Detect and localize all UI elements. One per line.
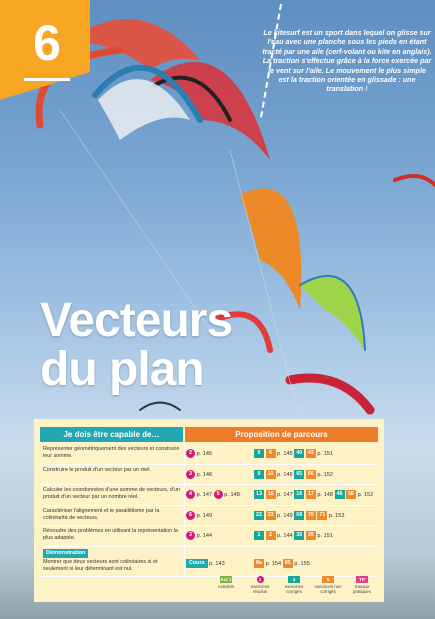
objective-label: Représenter géométriquement des vecteurs et construire leur somme. bbox=[43, 446, 180, 459]
exercise-corrected-badge[interactable]: 9 bbox=[254, 470, 264, 479]
page-reference: p. 147 bbox=[196, 491, 213, 498]
exercise-resolved-badge[interactable]: 6 bbox=[186, 511, 195, 520]
page-reference: p. 144 bbox=[277, 532, 293, 539]
legend-label: exercices résolus bbox=[250, 584, 270, 594]
exercise-corrected-badge[interactable]: 48 bbox=[336, 491, 343, 497]
page-reference: p. 149 bbox=[277, 512, 293, 519]
panel-header-paths: Proposition de parcours bbox=[185, 427, 378, 442]
page-reference: p. 151 bbox=[317, 450, 333, 457]
exercise-corrected-badge[interactable]: 40 bbox=[296, 450, 303, 456]
exercise-uncorrected-badge[interactable]: 39 bbox=[307, 532, 314, 538]
objective-row bbox=[40, 485, 378, 506]
exercise-resolved-badge[interactable]: 5 bbox=[214, 490, 223, 499]
page-reference: p. 153 bbox=[328, 512, 345, 519]
exercise-uncorrected-badge[interactable]: 2 bbox=[266, 531, 276, 540]
legend-badge: 4 bbox=[288, 576, 300, 583]
legend-item bbox=[346, 576, 378, 594]
page-reference: p. 152 bbox=[317, 471, 333, 478]
legend-item bbox=[278, 576, 310, 594]
exercise-uncorrected-badge[interactable]: 16 bbox=[267, 491, 274, 497]
lesson-reference bbox=[186, 559, 225, 568]
exercise-uncorrected-badge[interactable]: 70 bbox=[307, 511, 314, 518]
page-reference: p. 143 bbox=[209, 560, 225, 567]
legend-label: Activités bbox=[217, 584, 235, 589]
exercise-resolved-badge[interactable]: 4 bbox=[186, 490, 195, 499]
page-reference: p. 148 bbox=[224, 491, 240, 498]
objective-row bbox=[40, 465, 378, 486]
page-reference: p. 154 bbox=[265, 560, 282, 567]
page-reference: p. 149 bbox=[196, 512, 213, 519]
title-line-1: Vecteurs bbox=[40, 294, 233, 347]
legend-badge: TP bbox=[356, 576, 368, 583]
objective-label: Résoudre des problèmes en utilisant la représentation la plus adaptée. bbox=[43, 528, 178, 541]
exercise-uncorrected-badge[interactable]: 6 bbox=[266, 449, 276, 458]
demonstration-tag: Démonstration bbox=[43, 549, 88, 558]
objective-row bbox=[40, 444, 378, 465]
legend-label: exercices non corrigés bbox=[314, 584, 342, 594]
chapter-number: 6 bbox=[33, 15, 61, 71]
chapter-underline bbox=[24, 78, 70, 81]
page-reference: p. 147 bbox=[277, 491, 293, 498]
legend-badge: Act 1 bbox=[220, 577, 232, 582]
exercise-uncorrected-badge[interactable]: 8a bbox=[256, 559, 262, 566]
lesson-reference bbox=[186, 531, 212, 540]
exercise-uncorrected-badge[interactable]: 43 bbox=[307, 450, 314, 456]
exercise-resolved-badge[interactable]: 3 bbox=[186, 470, 195, 479]
objective-text bbox=[43, 528, 183, 542]
exercise-resolved-badge[interactable]: 2 bbox=[186, 449, 195, 458]
exercise-path bbox=[254, 470, 333, 479]
objective-text bbox=[43, 508, 183, 522]
exercise-corrected-badge[interactable]: 5 bbox=[254, 449, 264, 458]
objectives-panel bbox=[34, 419, 384, 602]
page-reference: p. 151 bbox=[317, 532, 333, 539]
exercise-path bbox=[254, 490, 373, 499]
exercise-uncorrected-badge[interactable]: 10 bbox=[267, 470, 274, 477]
exercise-corrected-badge[interactable]: 1 bbox=[254, 531, 264, 540]
lesson-reference bbox=[186, 470, 212, 479]
exercise-uncorrected-badge[interactable]: 66 bbox=[307, 470, 314, 477]
panel-header-skills: Je dois être capable de… bbox=[40, 427, 183, 442]
exercise-corrected-badge[interactable]: 68 bbox=[296, 511, 303, 518]
exercise-path bbox=[254, 449, 333, 458]
objective-row bbox=[40, 506, 378, 527]
page-reference: p. 145 bbox=[196, 450, 213, 457]
cours-badge[interactable]: Cours bbox=[186, 559, 208, 568]
objective-text bbox=[43, 467, 183, 474]
objectives-rows bbox=[40, 444, 378, 577]
legend bbox=[210, 576, 380, 598]
title-line-2: du plan bbox=[40, 343, 204, 396]
legend-item bbox=[210, 576, 242, 589]
lesson-reference bbox=[186, 490, 240, 499]
page-reference: p. 152 bbox=[357, 491, 374, 498]
objective-row bbox=[40, 526, 378, 547]
exercise-uncorrected-badge[interactable]: 17 bbox=[307, 491, 314, 497]
legend-label: travaux pratiques bbox=[352, 584, 372, 594]
intro-text: Le kitesurf est un sport dans lequel on glisse sur l'eau avec une planche sous les pieds en étant tracté par une aile (cerf-volant ou kite en anglais). La traction s'effectue grâce à la force exercée par le vent sur l'aile. Le mouvement le plus simple est la traction orientée en glissade : une translation ! bbox=[262, 28, 432, 94]
page-reference: p. 145 bbox=[277, 450, 293, 457]
exercise-path bbox=[254, 511, 345, 520]
legend-badge: 5 bbox=[322, 576, 334, 583]
legend-label: exercices corrigés bbox=[284, 584, 304, 594]
exercise-uncorrected-badge[interactable]: 85 bbox=[284, 559, 291, 566]
legend-badge: 1 bbox=[257, 576, 264, 583]
exercise-corrected-badge[interactable]: 16 bbox=[296, 491, 303, 497]
exercise-path bbox=[254, 531, 333, 540]
objective-label: Construire le produit d'un vecteur par un réel. bbox=[43, 466, 152, 473]
legend-item bbox=[312, 576, 344, 594]
lesson-reference bbox=[186, 449, 212, 458]
objective-label: Montrer que deux vecteurs sont colinéaires si et seulement si leur déterminant est nul. bbox=[43, 558, 158, 572]
objective-label: Caractériser l'alignement et le parallélisme par la colinéarité de vecteurs. bbox=[43, 507, 160, 521]
objective-text bbox=[43, 446, 183, 460]
objective-text bbox=[43, 487, 183, 501]
exercise-uncorrected-badge[interactable]: 71 bbox=[319, 511, 326, 518]
lesson-reference bbox=[186, 511, 212, 520]
exercise-resolved-badge[interactable]: 3 bbox=[186, 531, 195, 540]
exercise-corrected-badge[interactable]: 35 bbox=[296, 532, 303, 538]
page-reference: p. 146 bbox=[196, 471, 213, 478]
exercise-uncorrected-badge[interactable]: 56 bbox=[348, 491, 355, 497]
exercise-corrected-badge[interactable]: 22 bbox=[256, 511, 262, 518]
page-reference: p. 144 bbox=[196, 532, 213, 539]
page-reference: p. 146 bbox=[277, 471, 293, 478]
legend-item bbox=[244, 576, 276, 594]
exercise-corrected-badge[interactable]: 65 bbox=[296, 470, 303, 477]
page-reference: p. 148 bbox=[317, 491, 333, 498]
objective-label: Calculer les coordonnées d'une somme de vecteurs, d'un produit d'un vecteur par un nombre réel. bbox=[43, 487, 180, 500]
page-reference: p. 155 bbox=[294, 560, 310, 567]
exercise-path bbox=[254, 559, 310, 568]
exercise-uncorrected-badge[interactable]: 23 bbox=[267, 511, 274, 518]
chapter-title bbox=[40, 296, 232, 394]
exercise-corrected-badge[interactable]: 13 bbox=[256, 491, 262, 497]
objective-row bbox=[40, 547, 378, 577]
objective-text bbox=[43, 549, 183, 573]
